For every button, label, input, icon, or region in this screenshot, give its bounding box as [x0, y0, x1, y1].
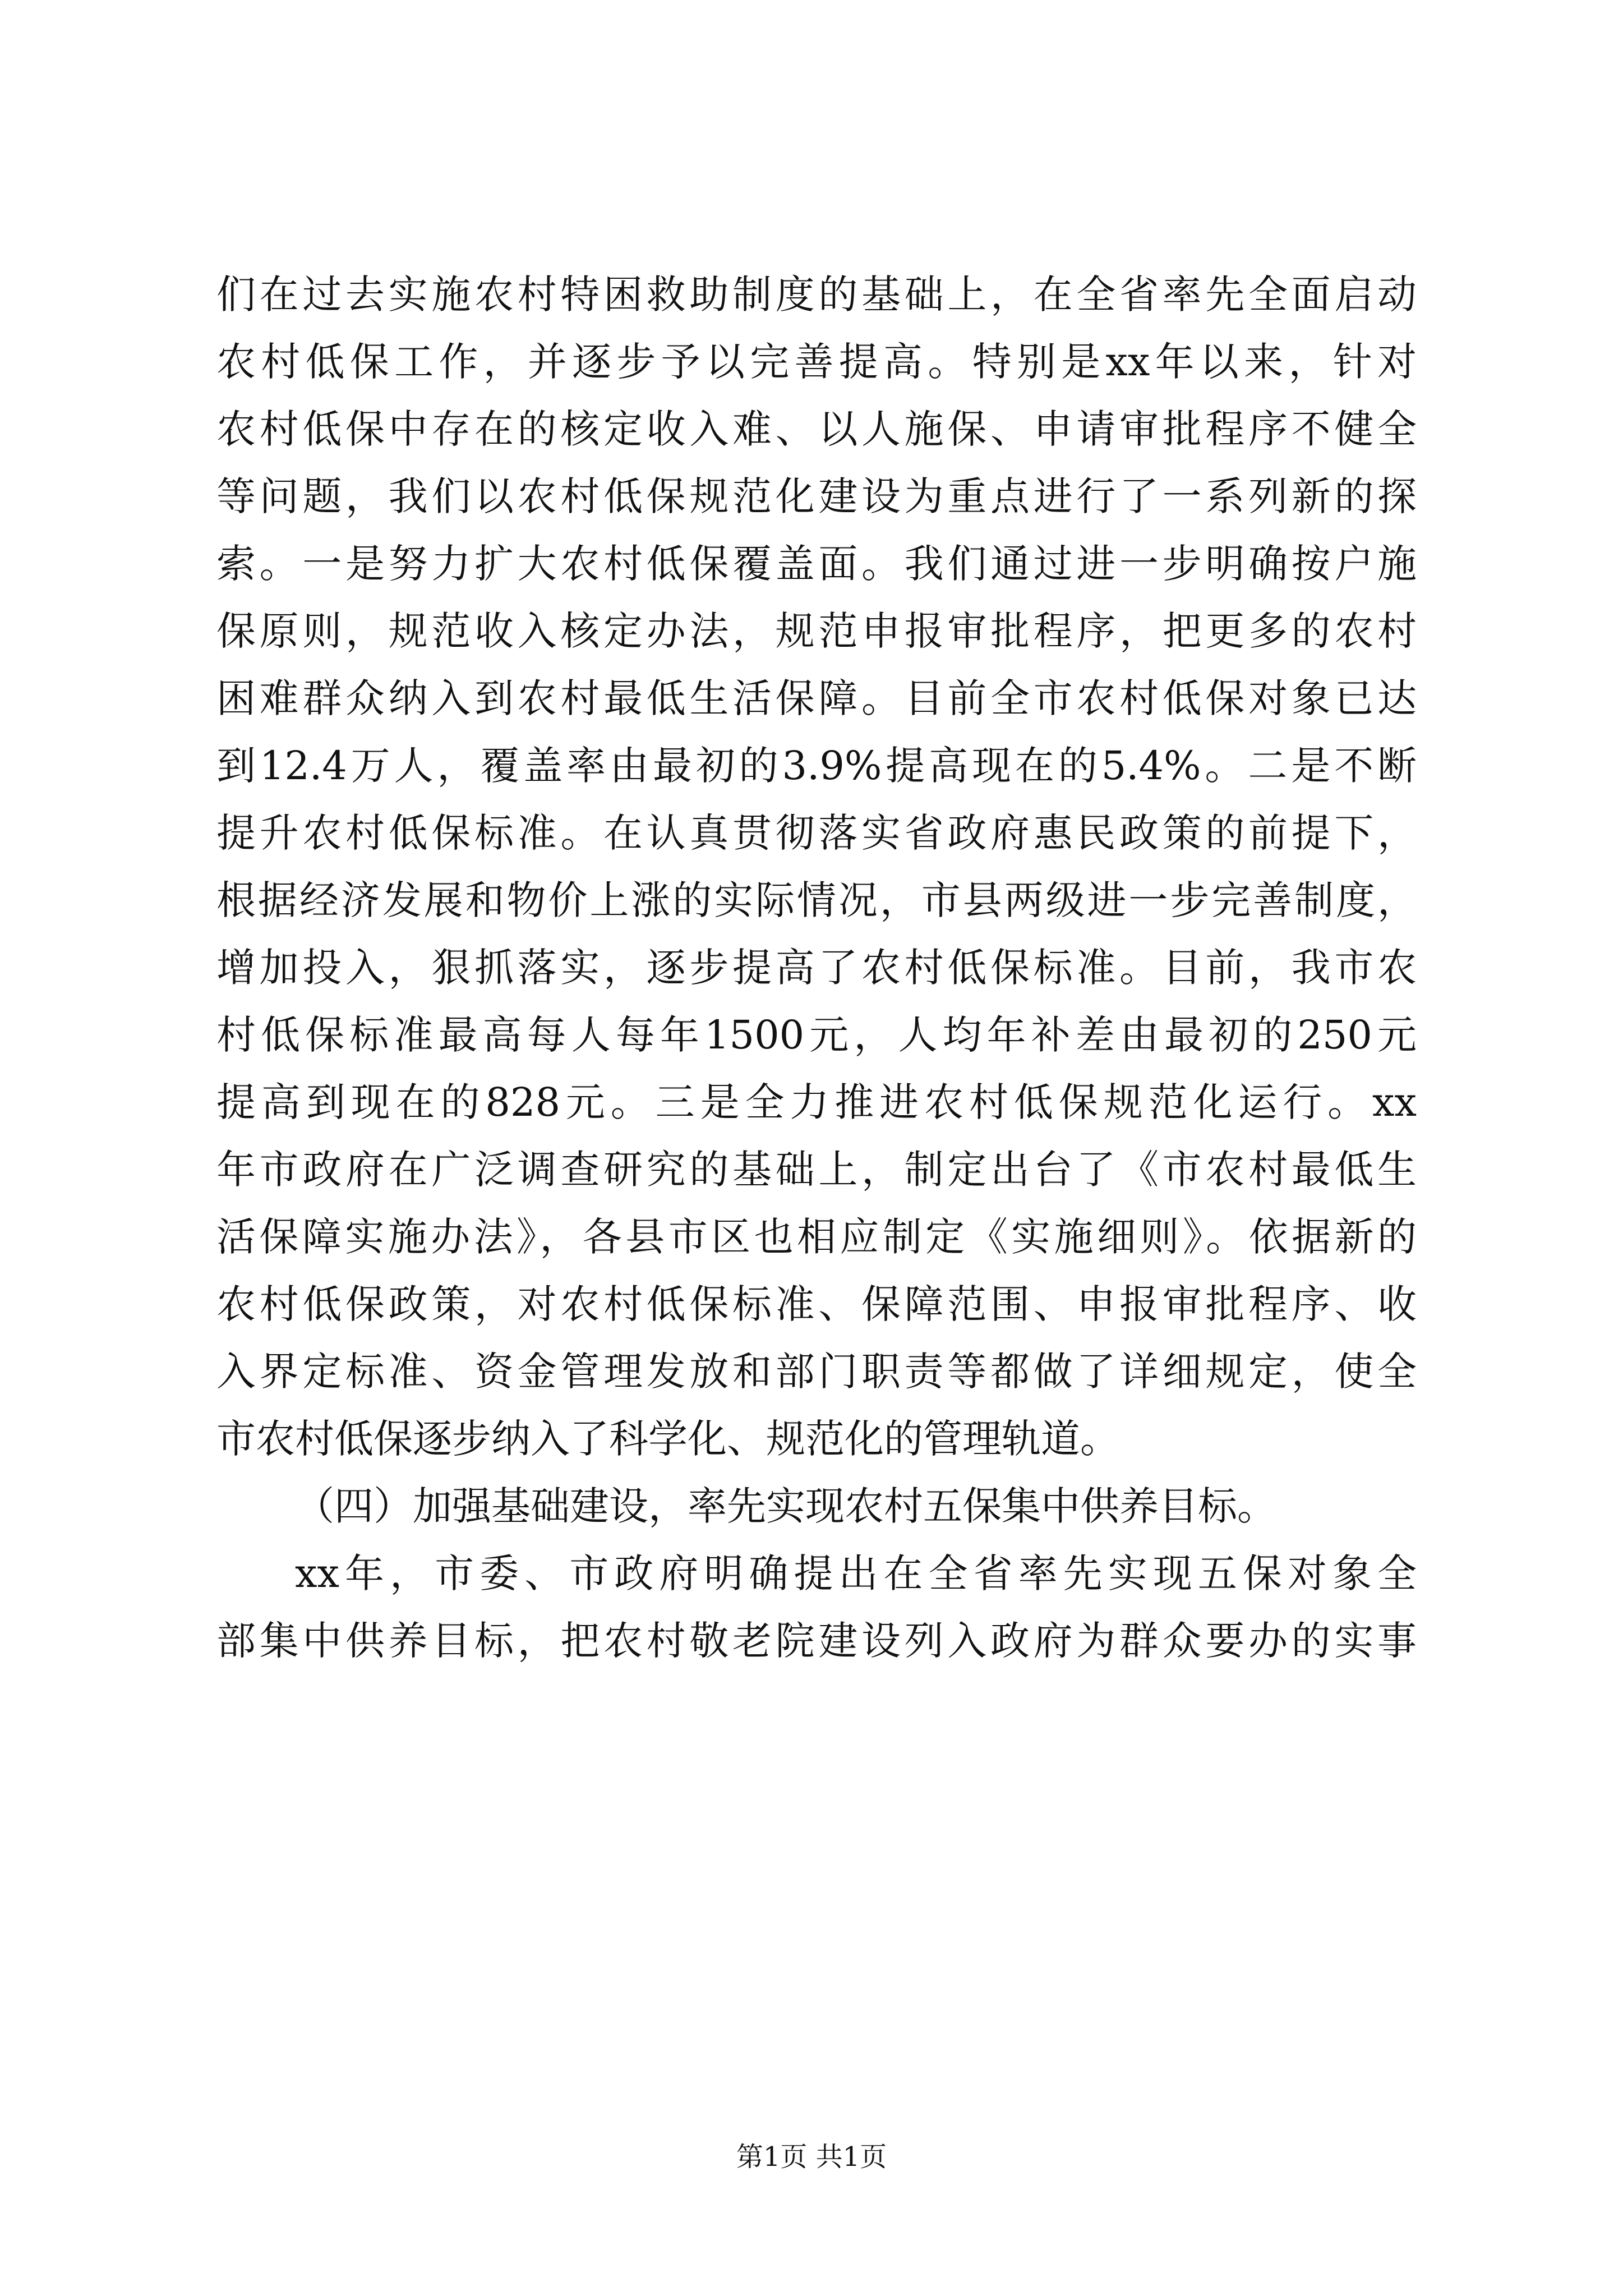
text-line: 保原则，规范收入核定办法，规范申报审批程序，把更多的农村	[216, 608, 1417, 654]
text-line: 村低保标准最高每人每年1500元，人均年补差由最初的250元	[216, 1012, 1417, 1058]
text-line: 活保障实施办法》，各县市区也相应制定《实施细则》。依据新的	[216, 1214, 1417, 1260]
text-line: 困难群众纳入到农村最低生活保障。目前全市农村低保对象已达	[216, 675, 1417, 721]
text-line: 提高到现在的828元。三是全力推进农村低保规范化运行。xx	[216, 1079, 1417, 1125]
text-line: 到12.4万人，覆盖率由最初的3.9%提高现在的5.4%。二是不断	[216, 743, 1417, 789]
text-line: 部集中供养目标，把农村敬老院建设列入政府为群众要办的实事	[216, 1618, 1417, 1664]
text-line: 增加投入，狠抓落实，逐步提高了农村低保标准。目前，我市农	[216, 945, 1417, 991]
page-footer: 第1页 共1页	[736, 2141, 887, 2173]
text-line-paragraph-end: 市农村低保逐步纳入了科学化、规范化的管理轨道。	[216, 1416, 1119, 1462]
text-line: 农村低保政策，对农村低保标准、保障范围、申报审批程序、收	[216, 1281, 1417, 1327]
text-line: 提升农村低保标准。在认真贯彻落实省政府惠民政策的前提下，	[216, 810, 1417, 856]
section-heading: （四）加强基础建设，率先实现农村五保集中供养目标。	[295, 1483, 1276, 1529]
text-line: 根据经济发展和物价上涨的实际情况，市县两级进一步完善制度，	[216, 877, 1417, 923]
text-line: 农村低保工作，并逐步予以完善提高。特别是xx年以来，针对	[216, 339, 1417, 385]
text-line: 农村低保中存在的核定收入难、以人施保、申请审批程序不健全	[216, 406, 1417, 452]
text-line: 等问题，我们以农村低保规范化建设为重点进行了一系列新的探	[216, 473, 1417, 519]
text-line: 们在过去实施农村特困救助制度的基础上，在全省率先全面启动	[216, 272, 1417, 318]
text-line: 年市政府在广泛调查研究的基础上，制定出台了《市农村最低生	[216, 1147, 1417, 1193]
text-line: 入界定标准、资金管理发放和部门职责等都做了详细规定，使全	[216, 1349, 1417, 1395]
text-line-paragraph-start: xx年，市委、市政府明确提出在全省率先实现五保对象全	[295, 1550, 1417, 1596]
text-line: 索。一是努力扩大农村低保覆盖面。我们通过进一步明确按户施	[216, 541, 1417, 587]
